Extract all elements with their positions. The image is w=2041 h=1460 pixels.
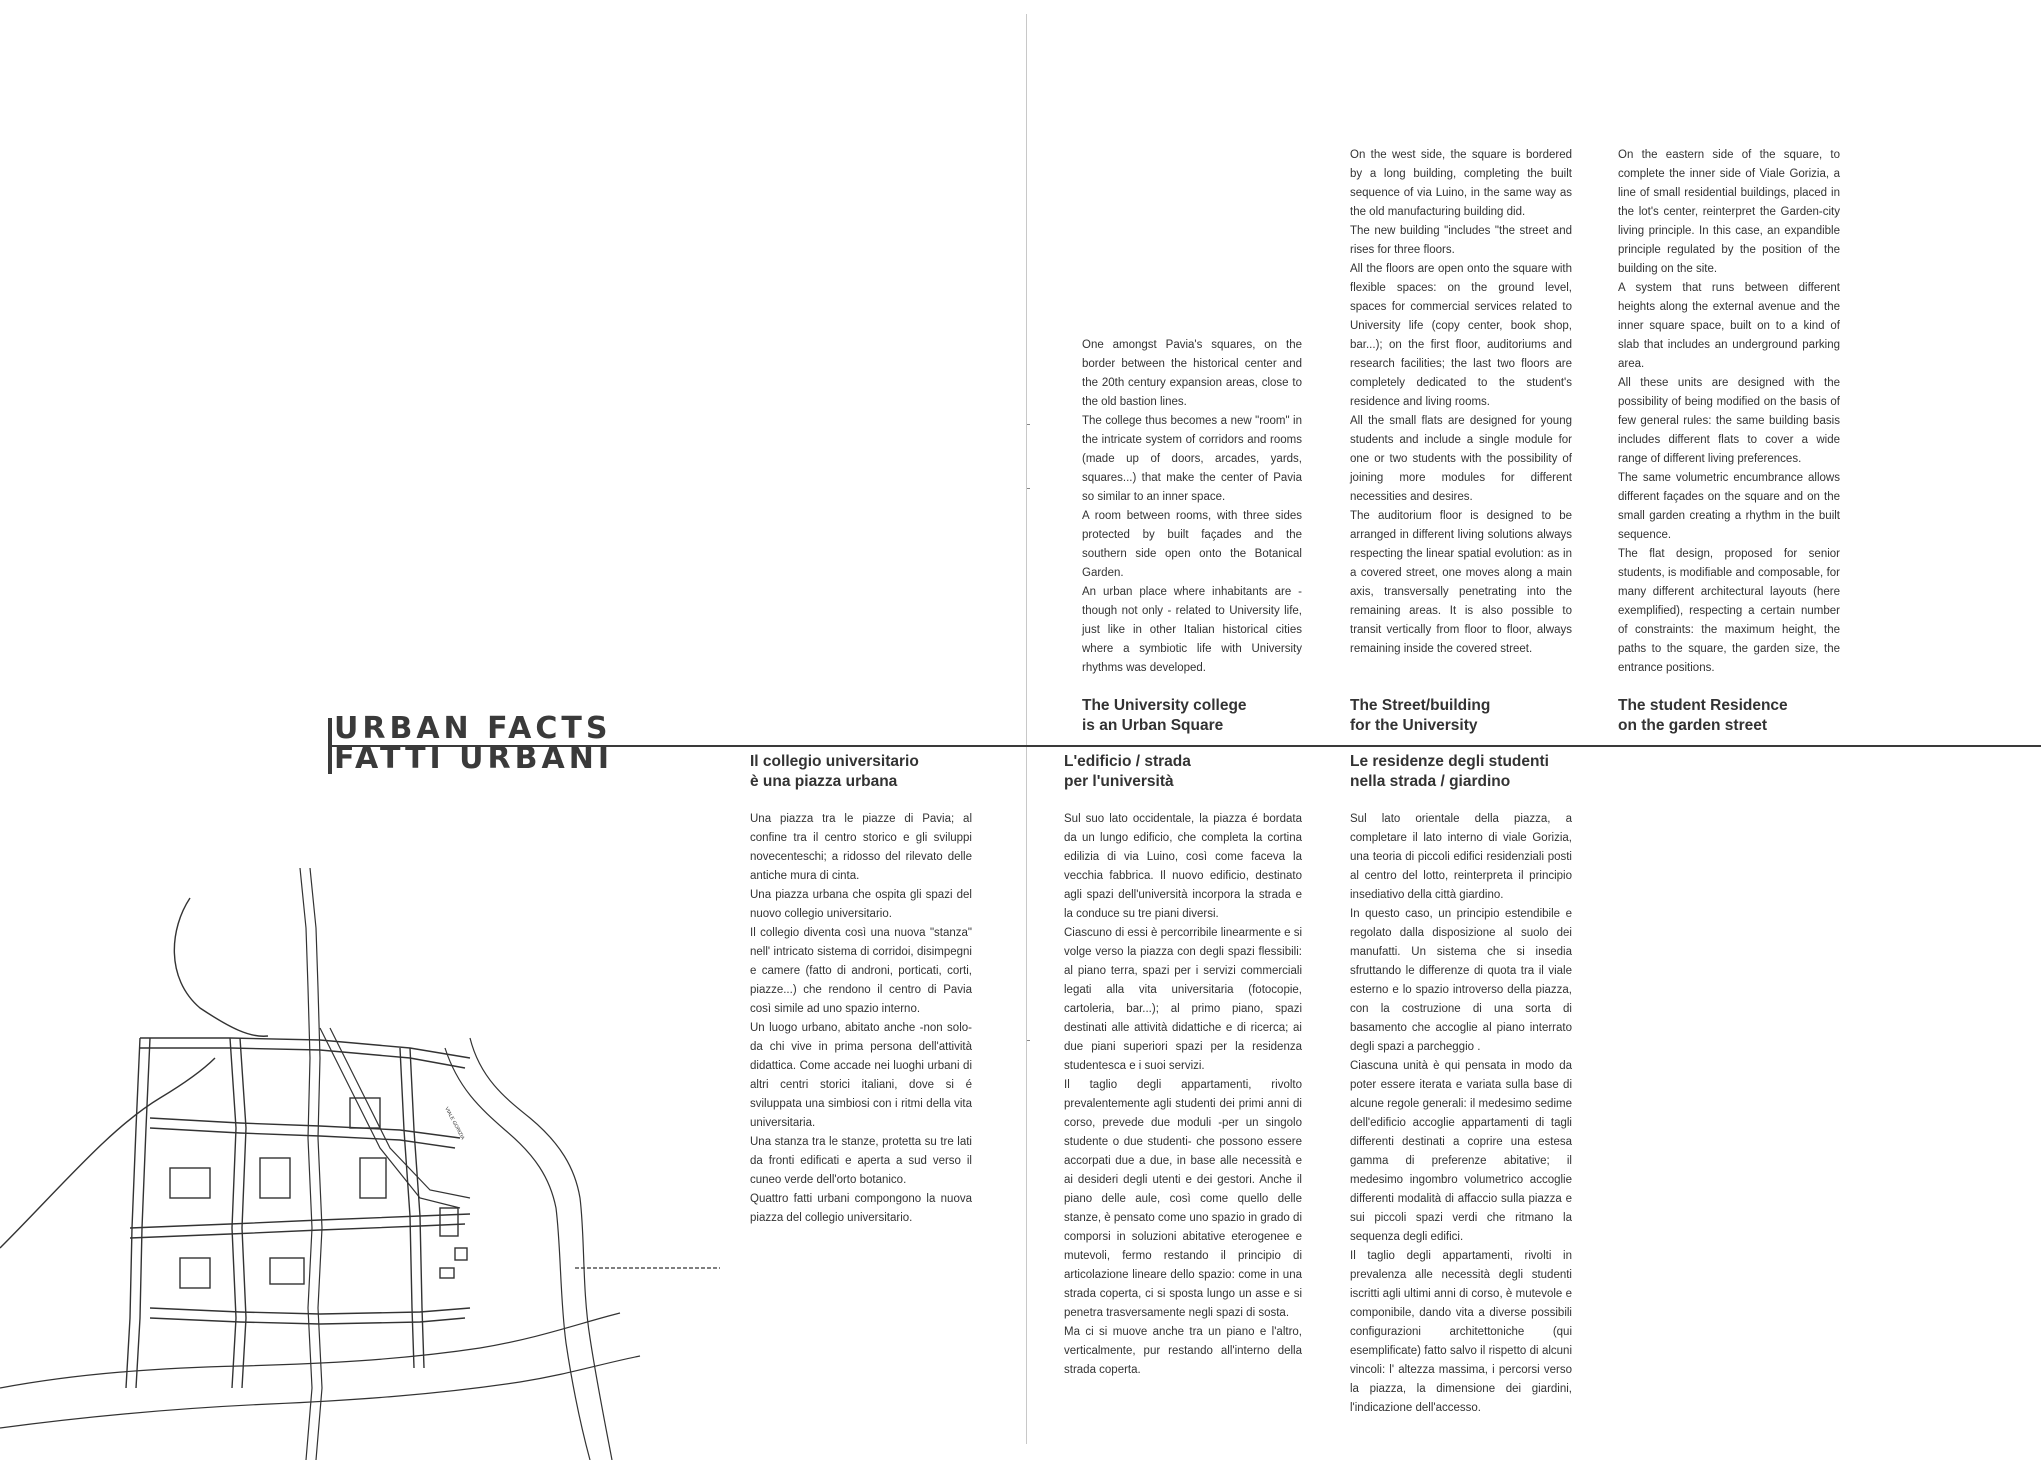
paragraph: Ciascuno di essi è percorribile linearmente e si volge verso la piazza con degli spazi flessibili: al piano terra, spazi per i servizi commerciali legati alla vita universitaria (fotocopie, cartoleria, bar...); al primo piano, spazi destinati alle attività didattiche e di ricerca; ai due piani superiori spazi per la residenza studentesca e i suoi servizi. xyxy=(1064,927,1302,1072)
english-column-1 xyxy=(1082,336,1302,678)
paragraph: Il taglio degli appartamenti, rivolto prevalentemente agli studenti dei primi anni di corso, prevede due moduli -per un singolo studente o due studenti- che possono essere accorpati due a due, in base alle necessità e ai desideri degli utenti e dei gestori. Anche il piano delle aule, così come quello delle stanze, è pensato come uno spazio in grado di comporsi in soluzioni abitative eterogenee e mutevoli, fermo restando il principio di articolazione lineare dello spazio: come in una strada coperta, ci si sposta lungo un asse e si penetra trasversamente negli spazi di sosta. xyxy=(1064,1079,1302,1319)
building-block xyxy=(260,1158,290,1198)
building-block xyxy=(440,1208,458,1236)
paragraph: In questo caso, un principio estendibile e regolato dalla disposizione al suolo dei manufatti. Un sistema che si insedia sfruttando le differenze di quota tra il viale esterno e lo spazio introverso della piazza, con la costruzione di una sorta di basamento che accoglie al piano interrato degli spazi a parcheggio . xyxy=(1350,908,1572,1053)
italian-heading-1 xyxy=(750,752,919,792)
building-block xyxy=(350,1098,380,1128)
heading-line: for the University xyxy=(1350,717,1478,734)
building-block xyxy=(360,1158,386,1198)
italian-heading-3 xyxy=(1350,752,1549,792)
heading-line: The University college xyxy=(1082,697,1247,714)
paragraph: On the west side, the square is bordered by a long building, completing the built sequence of via Luino, in the same way as the old manufacturing building did. xyxy=(1350,149,1572,218)
street xyxy=(126,1038,140,1388)
paragraph: The new building "includes "the street and rises for three floors. xyxy=(1350,225,1572,256)
paragraph: One amongst Pavia's squares, on the border between the historical center and the 20th century expansion areas, close to the old bastion lines. xyxy=(1082,339,1302,408)
paragraph: All these units are designed with the possibility of being modified on the basis of few general rules: the same building basis includes different flats to cover a wide range of different living preferences. xyxy=(1618,377,1840,465)
building-block xyxy=(270,1258,304,1284)
paragraph: Il taglio degli appartamenti, rivolti in prevalenza alle necessità degli studenti iscritti agli ultimi anni di corso, è mutevole e componibile, dando vita a diverse possibili configurazioni architettoniche (qui esemplificate) fatto salvo il rispetto di alcuni vincoli: l' altezza massima, i percorsi verso la piazza, la dimensione dei giardini, l'indicazione dell'accesso. xyxy=(1350,1250,1572,1414)
heading-line: Le residenze degli studenti xyxy=(1350,753,1549,770)
english-heading-3 xyxy=(1618,696,1788,736)
paragraph: All the small flats are designed for young students and include a single module for one or two students with the possibility of joining more modules for different necessities and desires. xyxy=(1350,415,1572,503)
paragraph: The college thus becomes a new "room" in the intricate system of corridors and rooms (made up of doors, arcades, yards, squares...) that make the center of Pavia so similar to an inner space. xyxy=(1082,415,1302,503)
heading-line: The Street/building xyxy=(1350,697,1491,714)
river-bank xyxy=(0,1058,215,1248)
paragraph: Sul suo lato occidentale, la piazza é bordata da un lungo edificio, che completa la cortina edilizia di via Luino, così come faceva la vecchia fabbrica. Il nuovo edificio, destinato agli spazi dell'università incorpora la strada e la conduce su tre piani diversi. xyxy=(1064,813,1302,920)
paragraph: The flat design, proposed for senior students, is modifiable and composable, for many different architectural layouts (here exemplified), respecting a certain number of constraints: the maximum height, the paths to the square, the garden size, the entrance positions. xyxy=(1618,548,1840,674)
paragraph: Il collegio diventa così una nuova "stanza" nell' intricato sistema di corridoi, disimpegni e camere (fatto di androni, porticati, corti, piazze...) che rendono il centro di Pavia così simile ad uno spazio interno. xyxy=(750,927,972,1015)
paragraph: Un luogo urbano, abitato anche -non solo- da chi vive in prima persona dell'attività didattica. Come accade nei luoghi urbani di altri centri storici italiani, dove si é sviluppata una simbiosi con i ritmi della vita universitaria. xyxy=(750,1022,972,1129)
title-italian: FATTI URBANI xyxy=(334,741,613,776)
heading-line: Il collegio universitario xyxy=(750,753,919,770)
street-label: VIALE GORIZIA xyxy=(443,1106,466,1141)
english-column-3 xyxy=(1618,146,1840,678)
paragraph: An urban place where inhabitants are - though not only - related to University life, just like in other Italian historical cities where a symbiotic life with University rhythms was developed. xyxy=(1082,586,1302,674)
street xyxy=(150,1318,465,1324)
italian-column-1 xyxy=(750,810,972,1228)
paragraph: All the floors are open onto the square with flexible spaces: on the ground level, spaces for commercial services related to University life (copy center, book shop, bar...); on the first floor, auditoriums and research facilities; the last two floors are completely dedicated to the student's residence and living rooms. xyxy=(1350,263,1572,408)
avenue xyxy=(320,1028,460,1208)
street xyxy=(230,1038,236,1388)
river-bank xyxy=(174,898,268,1036)
italian-heading-2 xyxy=(1064,752,1191,792)
street xyxy=(240,1038,246,1388)
canal xyxy=(310,868,322,1460)
building-block xyxy=(180,1258,210,1288)
title-bar xyxy=(328,718,332,774)
paragraph: Ma ci si muove anche tra un piano e l'altro, verticalmente, pur restando all'interno della strada coperta. xyxy=(1064,1326,1302,1376)
paragraph: The auditorium floor is designed to be arranged in different living solutions always respecting the linear spatial evolution: as in a covered street, one moves along a main axis, transversally penetrating into the remaining areas. It is also possible to transit vertically from floor to floor, always remaining inside the covered street. xyxy=(1350,510,1572,655)
section-title xyxy=(334,711,613,776)
paragraph: A room between rooms, with three sides protected by built façades and the southern side open onto the Botanical Garden. xyxy=(1082,510,1302,579)
crop-mark xyxy=(1027,488,1030,489)
paragraph: Una piazza urbana che ospita gli spazi del nuovo collegio universitario. xyxy=(750,889,972,920)
crop-mark xyxy=(1027,1040,1030,1041)
heading-line: nella strada / giardino xyxy=(1350,773,1511,790)
heading-line: per l'università xyxy=(1064,773,1174,790)
crop-mark xyxy=(1027,424,1030,425)
italian-column-2 xyxy=(1064,810,1302,1380)
building-block xyxy=(440,1268,454,1278)
page-fold xyxy=(1026,14,1027,1444)
english-heading-1 xyxy=(1082,696,1247,736)
street xyxy=(140,1048,465,1068)
urban-plan-map xyxy=(0,868,720,1460)
paragraph: Sul lato orientale della piazza, a completare il lato interno di viale Gorizia, una teoria di piccoli edifici residenziali posti al centro del lotto, reinterpreta il principio insediativo della città giardino. xyxy=(1350,813,1572,901)
paragraph: On the eastern side of the square, to complete the inner side of Viale Gorizia, a line of small residential buildings, placed in the lot's center, reinterpret the Garden-city living principle. In this case, an expandible principle regulated by the position of the building on the site. xyxy=(1618,149,1840,275)
heading-line: è una piazza urbana xyxy=(750,773,898,790)
heading-line: on the garden street xyxy=(1618,717,1767,734)
paragraph: Quattro fatti urbani compongono la nuova piazza del collegio universitario. xyxy=(750,1193,972,1224)
italian-column-3 xyxy=(1350,810,1572,1418)
english-column-2 xyxy=(1350,146,1572,659)
heading-line: The student Residence xyxy=(1618,697,1788,714)
heading-line: L'edificio / strada xyxy=(1064,753,1191,770)
paragraph: Una piazza tra le piazze di Pavia; al confine tra il centro storico e gli sviluppi novecenteschi; a ridosso del rilevato delle antiche mura di cinta. xyxy=(750,813,972,882)
building-block xyxy=(455,1248,467,1260)
paragraph: Una stanza tra le stanze, protetta su tre lati da fronti edificati e aperta a sud verso il cuneo verde dell'orto botanico. xyxy=(750,1136,972,1186)
river xyxy=(470,1038,612,1460)
title-english: URBAN FACTS xyxy=(334,711,612,746)
canal xyxy=(300,868,312,1460)
building-block xyxy=(170,1168,210,1198)
english-heading-2 xyxy=(1350,696,1490,736)
heading-line: is an Urban Square xyxy=(1082,717,1224,734)
paragraph: The same volumetric encumbrance allows different façades on the square and on the small garden creating a rhythm in the built sequence. xyxy=(1618,472,1840,541)
paragraph: Ciascuna unità è qui pensata in modo da poter essere iterata e variata sulla base di alcune regole generali: il medesimo sedime dell'edificio accoglie appartamenti di tagli differenti destinati a coprire una estesa gamma di preferenze abitative; il medesimo ingombro volumetrico accoglie differenti modalità di affaccio sulla piazza e sui piccoli spazi verdi che ritmano la sequenza degli edifici. xyxy=(1350,1060,1572,1243)
paragraph: A system that runs between different heights along the external avenue and the inner square space, built on to a kind of slab that includes an underground parking area. xyxy=(1618,282,1840,370)
